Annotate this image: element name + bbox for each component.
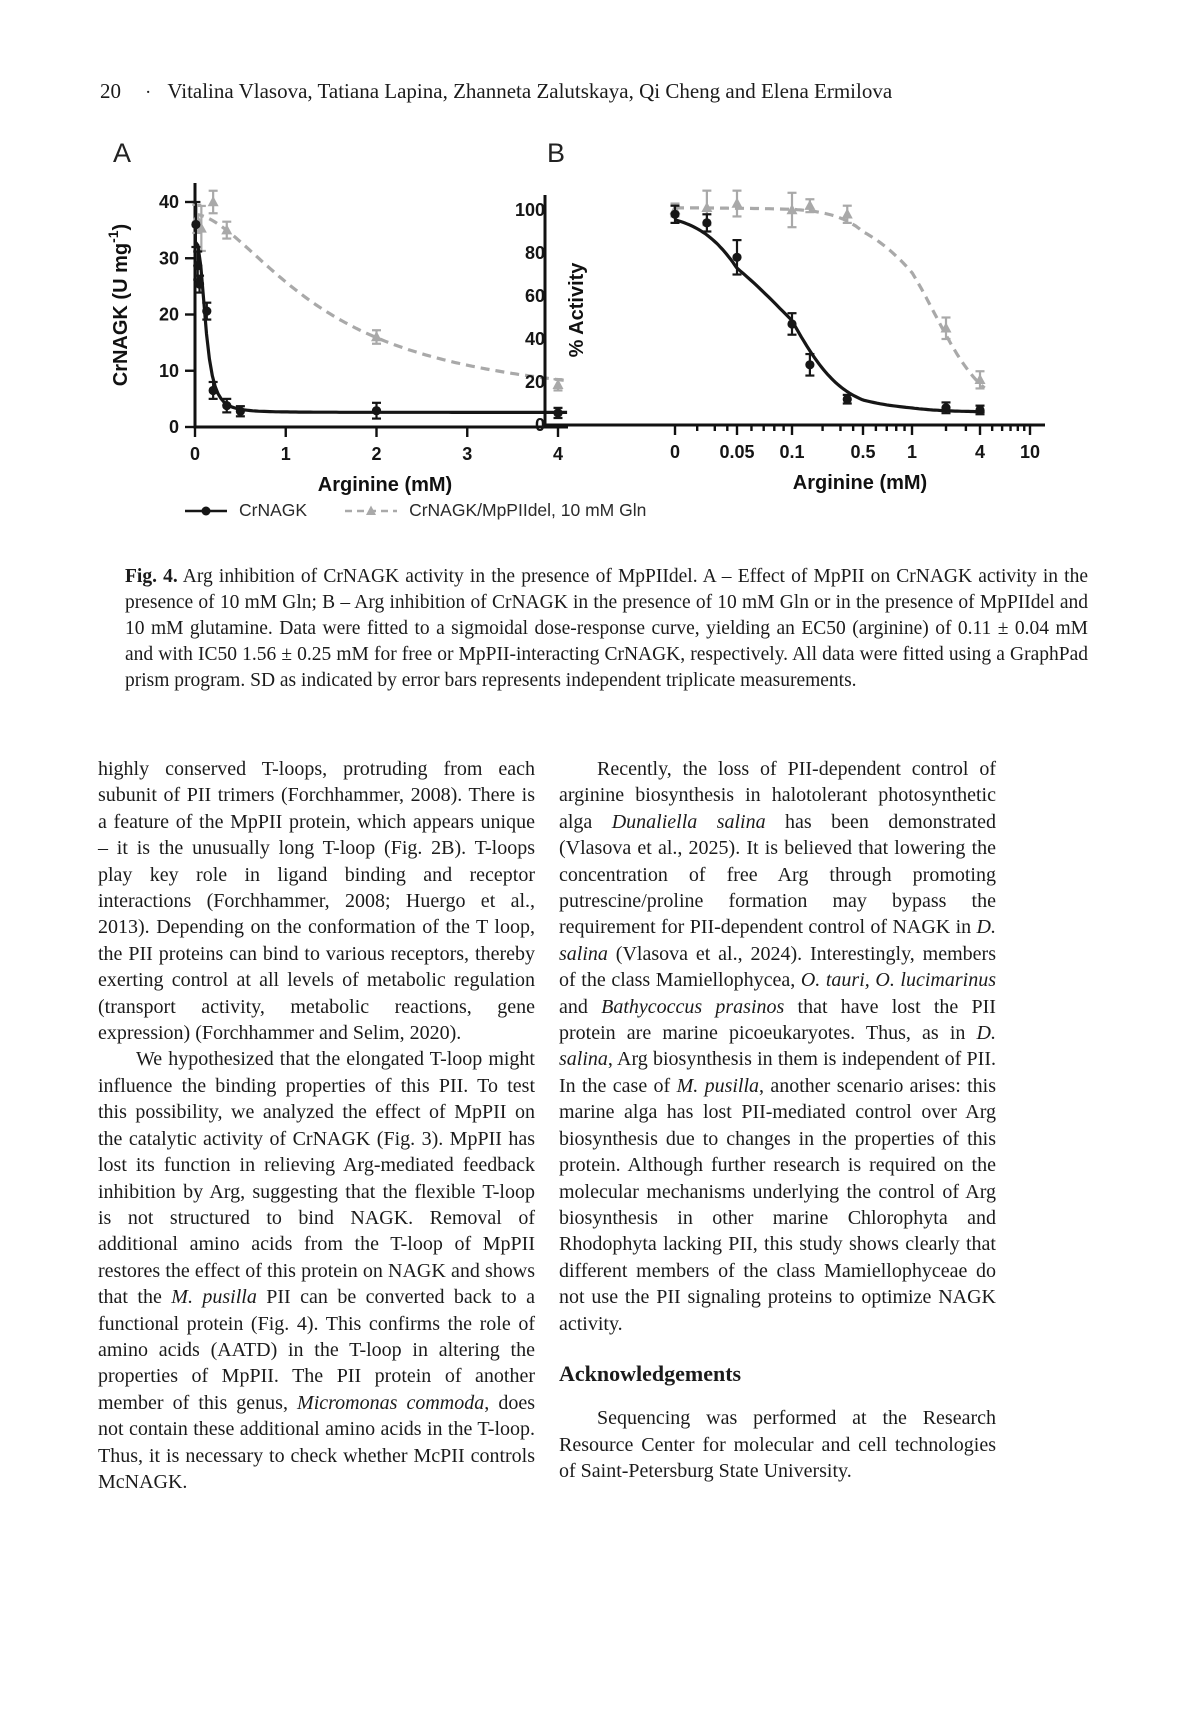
svg-text:100: 100 — [514, 200, 545, 220]
x-axis-title: Arginine (mM) — [792, 472, 928, 494]
figure-caption: Fig. 4. Arg inhibition of CrNAGK activity in the presence of MpPIIdel. A – Effect of MpPII on CrNAGK activity in the presence of 10 mM Gln; B – Arg inhibition of CrNAGK in the presence of 10 mM Gln or in the presence of MpPIIdel and 10 mM glutamine. Data were fitted to a sigmoidal dose-response curve, yielding an EC50 (arginine) of 0.11 ± 0.04 mM and with IC50 1.56 ± 0.25 mM for free or MpPII-interacting CrNAGK, respectively. All data were fitted using a GraphPad prism program. SD as indicated by error bars represents independent triplicate measurements. — [125, 566, 1088, 691]
svg-text:0.05: 0.05 — [719, 442, 755, 462]
svg-text:40: 40 — [158, 192, 179, 212]
svg-text:30: 30 — [158, 248, 179, 269]
legend-label-crnagk: CrNAGK — [239, 500, 308, 520]
acknowledgements-heading: Acknowledgements — [559, 1360, 742, 1386]
svg-text:0.1: 0.1 — [779, 442, 805, 462]
chart-panel-a — [100, 145, 570, 500]
svg-text:2: 2 — [371, 444, 382, 464]
chart-panel-b — [514, 145, 1065, 500]
svg-text:0.5: 0.5 — [850, 442, 876, 462]
series-crnagk — [670, 206, 984, 415]
axis-ticks — [545, 210, 1030, 435]
tick-labels — [515, 200, 1040, 462]
body-column-right — [559, 756, 996, 1485]
tick-labels — [159, 192, 563, 464]
svg-text:10: 10 — [158, 360, 179, 381]
panel-b-label: B — [547, 138, 566, 168]
page-number: 20 — [100, 79, 121, 103]
body-column-left — [98, 756, 535, 1495]
panel-a-label: A — [113, 138, 132, 168]
svg-text:0: 0 — [168, 417, 179, 437]
y-axis-title: CrNAGK (U $mg^{-1}$) — [105, 223, 132, 387]
legend-item-crnagk — [183, 500, 307, 521]
legend-item-crnagk-mppiidel — [343, 500, 646, 521]
svg-text:20: 20 — [158, 304, 179, 325]
svg-text:20: 20 — [524, 372, 545, 392]
axis-ticks — [185, 202, 558, 437]
svg-text:0: 0 — [669, 442, 681, 462]
legend-label-crnagk-mppiidel: CrNAGK/MpPIIdel, 10 mM Gln — [409, 500, 647, 520]
series-crnagk — [191, 202, 567, 419]
y-axis-title: % Activity — [566, 262, 588, 358]
body-paragraph: We hypothesized that the elongated T-loop might influence the binding properties of this PII. To test this possibility, we analyzed the effect of MpPII on the catalytic activity of CrNAGK (Fig. 3). MpPII has lost its function in relieving Arg-mediated feedback inhibition by Arg, suggesting that the flexible T-loop is not structured to bind NAGK. Removal of additional amino acids from the T-loop of MpPII restores the effect of this protein on NAGK and shows that the M. pusilla PII can be converted back to a functional protein (Fig. 4). This confirms the role of amino acids (AATD) in the T-loop in altering the properties of MpPII. The PII protein of another member of this genus, Micromonas commoda, does not contain these additional amino acids in the T-loop. Thus, it is necessary to check whether McPII controls McNAGK. — [98, 1048, 535, 1493]
series-crnagk-mppiidel-10-mm-gln — [670, 191, 986, 389]
svg-text:4: 4 — [974, 442, 986, 462]
running-authors: Vitalina Vlasova, Tatiana Lapina, Zhanneta Zalutskaya, Qi Cheng and Elena Ermilova — [167, 79, 893, 103]
figure-legend — [183, 500, 646, 521]
acknowledgements-paragraph: Sequencing was performed at the Research Resource Center for molecular and cell technologies of Saint-Petersburg State University. — [559, 1407, 996, 1483]
svg-text:60: 60 — [524, 286, 545, 306]
axes — [545, 195, 1045, 427]
svg-text:3: 3 — [462, 444, 473, 464]
svg-text:0: 0 — [189, 444, 201, 464]
axes — [194, 183, 569, 429]
series-crnagk-mppiidel-10-mm-gln — [191, 191, 567, 391]
svg-text:1: 1 — [906, 442, 918, 462]
svg-text:0: 0 — [534, 415, 545, 435]
svg-text:80: 80 — [524, 243, 545, 263]
legend-triangle-dash-icon — [343, 501, 399, 521]
svg-text:40: 40 — [524, 329, 545, 349]
body-paragraph: Recently, the loss of PII-dependent control of arginine biosynthesis in halotolerant photosynthetic alga Dunaliella salina has been demonstrated (Vlasova et al., 2025). It is believed that lowering the concentration of free Arg through promoting putrescine/proline formation may bypass the requirement for PII-dependent control of NAGK in D. salina (Vlasova et al., 2024). Interestingly, members of the class Mamiellophycea, O. tauri, O. lucimarinus and Bathycoccus prasinos that have lost the PII protein are marine picoeukaryotes. Thus, as in D. salina, Arg biosynthesis in them is independent of PII. In the case of M. pusilla, another scenario arises: this marine alga has lost PII-mediated control over Arg biosynthesis due to changes in the properties of this protein. Although further research is required on the molecular mechanisms underlying the control of Arg biosynthesis in other marine Chlorophyta and Rhodophyta lacking PII, this study shows clearly that different members of the class Mamiellophyceae do not use the PII signaling proteins to optimize NAGK activity. — [559, 758, 997, 1335]
svg-text:4: 4 — [552, 444, 564, 464]
body-paragraph: highly conserved T-loops, protruding from each subunit of PII trimers (Forchhammer, 2008). There is a feature of the MpPII protein, which appears unique – it is the unusually long T-loop (Fig. 2B). T-loops play key role in ligand binding and receptor interactions (Forchhammer, 2008; Huergo et al., 2013). Depending on the conformation of the T loop, the PII proteins can bind to various receptors, thereby exerting control at all levels of metabolic regulation (transport activity, metabolic reactions, gene expression) (Forchhammer and Selim, 2020). — [98, 758, 535, 1045]
svg-text:10: 10 — [1019, 442, 1041, 462]
x-axis-title: Arginine (mM) — [317, 474, 453, 496]
svg-text:1: 1 — [280, 444, 291, 464]
page-header — [100, 79, 892, 104]
legend-circle-line-icon — [183, 501, 229, 521]
header-separator: · — [145, 82, 152, 103]
